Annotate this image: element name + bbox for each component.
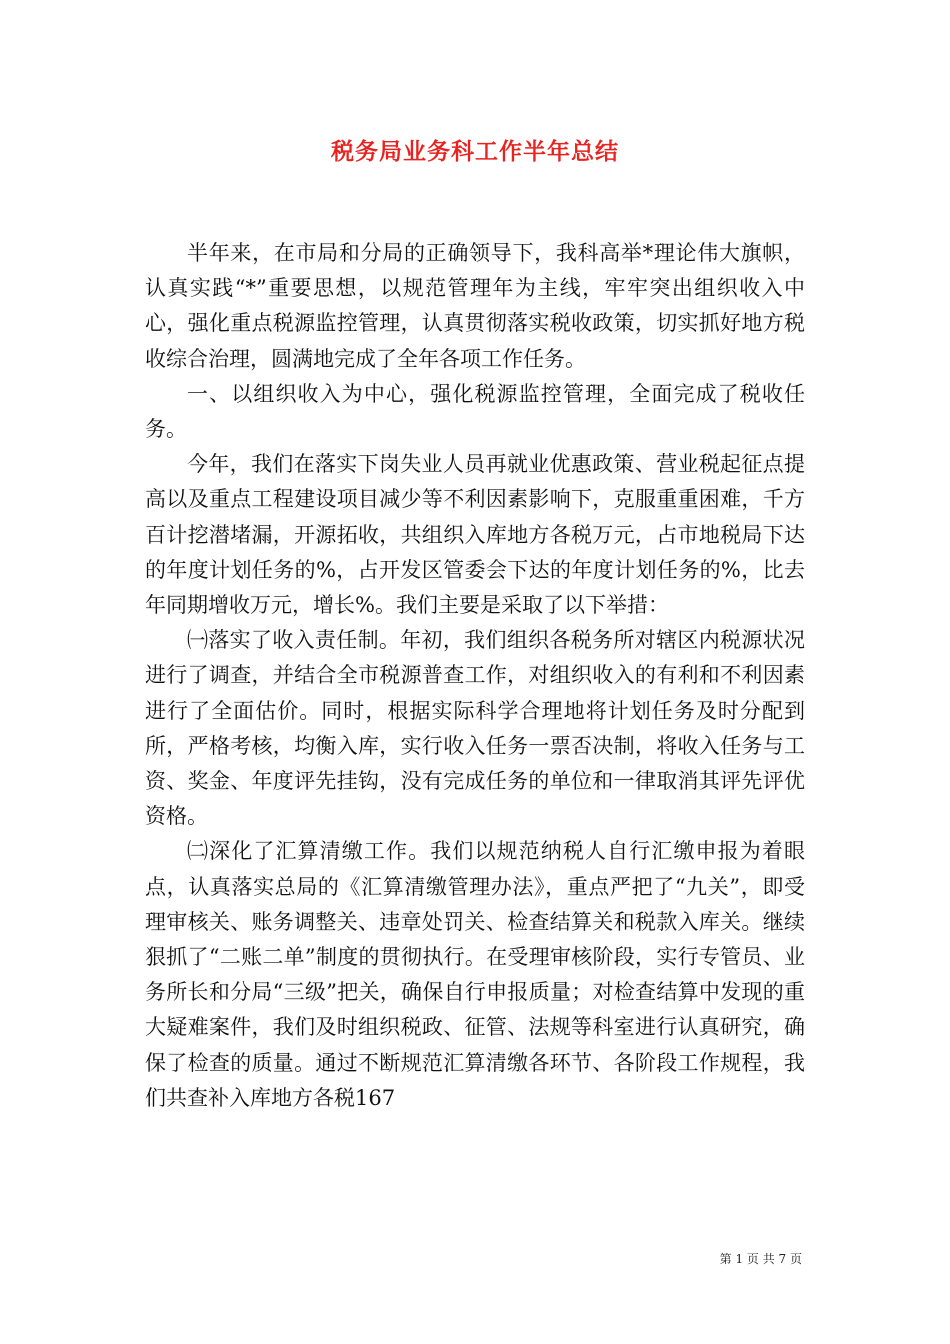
paragraph-revenue-summary: 今年，我们在落实下岗失业人员再就业优惠政策、营业税起征点提高以及重点工程建设项目减少等不利因素影响下，克服重重困难，千方百计挖潜堵漏，开源拓收，共组织入库地方各税万元，占市地税局下达的年度计划任务的%，占开发区管委会下达的年度计划任务的%，比去年同期增收万元，增长%。我们主要是采取了以下举措： (145, 452, 805, 618)
page-indicator: 第 1 页 共 7 页 (719, 1252, 802, 1266)
document-title: 税务局业务科工作半年总结 (331, 138, 619, 165)
paragraph-settlement: ㈡深化了汇算清缴工作。我们以规范纳税人自行汇缴申报为着眼点，认真落实总局的《汇算清缴管理办法》，重点严把了“九关”，即受理审核关、账务调整关、违章处罚关、检查结算关和税款入库关。继续狠抓了“二账二单”制度的贯彻执行。在受理审核阶段，实行专管员、业务所长和分局“三级”把关，确保自行申报质量；对检查结算中发现的重大疑难案件，我们及时组织税政、征管、法规等科室进行认真研究，确保了检查的质量。通过不断规范汇算清缴各环节、各阶段工作规程，我们共查补入库地方各税167 (145, 839, 805, 1110)
paragraph-intro: 半年来，在市局和分局的正确领导下，我科高举*理论伟大旗帜，认真实践“*”重要思想，以规范管理年为主线，牢牢突出组织收入中心，强化重点税源监控管理，认真贯彻落实税收政策，切实抓好地方税收综合治理，圆满地完成了全年各项工作任务。 (145, 241, 805, 371)
paragraph-responsibility: ㈠落实了收入责任制。年初，我们组织各税务所对辖区内税源状况进行了调查，并结合全市税源普查工作，对组织收入的有利和不利因素进行了全面估价。同时，根据实际科学合理地将计划任务及时分配到所，严格考核，均衡入库，实行收入任务一票否决制，将收入任务与工资、奖金、年度评先挂钩，没有完成任务的单位和一律取消其评先评优资格。 (145, 628, 805, 829)
paragraph-section-heading: 一、以组织收入为中心，强化税源监控管理，全面完成了税收任务。 (145, 381, 805, 442)
document-body (145, 236, 805, 1116)
